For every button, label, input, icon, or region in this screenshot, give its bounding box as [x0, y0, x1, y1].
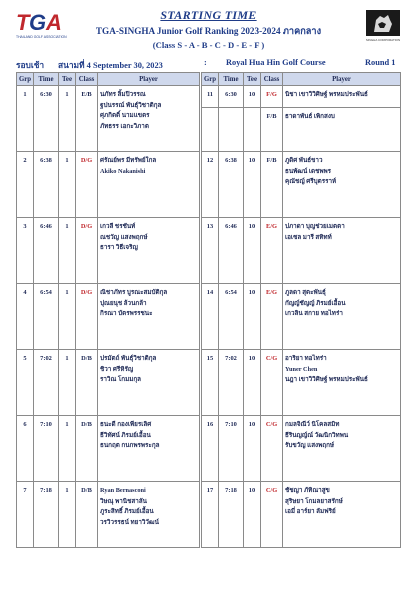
player-name: ชัชญา ภัทิณาสูข — [285, 487, 330, 494]
col-header-tee: Tee — [244, 73, 261, 86]
player-class: F/B — [261, 108, 283, 152]
class-list: (Class S - A - B - C - D - E - F ) — [152, 40, 265, 50]
player-class: D/G — [76, 284, 98, 350]
tee-number: 1 — [59, 152, 76, 218]
tee-number: 10 — [244, 350, 261, 416]
tee-time: 6:38 — [34, 152, 59, 218]
player-name: รับขวัญ แสงพฤกษ์ — [285, 442, 335, 449]
table-row — [202, 86, 401, 108]
tee-time: 7:18 — [219, 482, 244, 548]
group-number: 7 — [17, 482, 34, 548]
table-row — [17, 86, 200, 152]
tee-number: 1 — [59, 86, 76, 152]
tee-time: 7:02 — [34, 350, 59, 416]
col-header-class: Class — [261, 73, 283, 86]
tee-time: 6:46 — [219, 218, 244, 284]
tee-number: 1 — [59, 218, 76, 284]
player-name: นฎา เขาวิวิศิษฐ์ พรหมประพันธ์ — [285, 376, 368, 383]
player-name: เกวลี ชรชันท์ — [100, 223, 136, 230]
svg-text:SINGHA CORPORATION: SINGHA CORPORATION — [365, 38, 401, 42]
player-name: Ryan Bernasconi — [100, 487, 146, 494]
tee-time: 6:30 — [219, 86, 244, 108]
svg-text:A: A — [46, 10, 62, 35]
player-list — [98, 350, 200, 416]
player-class: D/B — [76, 350, 98, 416]
tee-time: 6:54 — [219, 284, 244, 350]
player-name: สุริษยา โกมลยาสรักษ์ — [285, 497, 343, 505]
table-row — [17, 350, 200, 416]
player-name: ราวิณ โกมมกุล — [100, 376, 142, 383]
svg-text:T: T — [16, 10, 30, 35]
player-name: Akiko Nakanishi — [100, 167, 146, 175]
group-number: 16 — [202, 416, 219, 482]
table-row — [202, 108, 401, 152]
player-name: ธนะดี กองเพียรเลิศ — [100, 421, 152, 428]
table-row — [17, 152, 200, 218]
group-number: 11 — [202, 86, 219, 108]
col-header-grp: Grp — [202, 73, 219, 86]
tee-number — [244, 108, 261, 152]
player-name: ภูลดา สุตะพันธุ์ — [285, 289, 326, 296]
table-row — [17, 218, 200, 284]
player-class: F/B — [261, 152, 283, 218]
player-class: D/B — [76, 416, 98, 482]
player-name: ธีวิทัศน์ ภิรมย์เอื้อน — [100, 431, 151, 439]
player-name: ปภาดา บุญช่วยเมตตา — [285, 223, 345, 230]
player-name: ศรัณย์พร มีทรัพย์ใกล — [100, 157, 157, 164]
player-name: คุณัชญ์ ศรีบุตรราห์ — [285, 178, 337, 185]
group-number: 5 — [17, 350, 34, 416]
player-name: ชิวา ศรีหิรัญ — [100, 365, 134, 373]
player-name: ธารา วิธีเจริญ — [100, 244, 138, 251]
player-class: D/B — [76, 482, 98, 548]
player-list — [98, 482, 200, 548]
player-name: ธนพัฒน์ เดชพพร — [285, 167, 332, 175]
table-row — [17, 482, 200, 548]
player-name: ปุณยนุช ล้วนกล้า — [100, 299, 147, 307]
tee-time: 6:38 — [219, 152, 244, 218]
player-name: กิรณา บัตรพรรชนะ — [100, 310, 153, 317]
col-header-player: Player — [283, 73, 401, 86]
player-list — [283, 416, 401, 482]
table-row — [202, 152, 401, 218]
player-name: ณิชาภัทร บูรณะสมบัติกุล — [100, 289, 168, 296]
tee-number: 1 — [59, 482, 76, 548]
table-header-row — [202, 73, 401, 86]
tee-number: 10 — [244, 284, 261, 350]
tee-number: 10 — [244, 416, 261, 482]
player-name: เอเซล มารี สทิทท์ — [285, 233, 332, 241]
tee-number: 1 — [59, 350, 76, 416]
group-number: 15 — [202, 350, 219, 416]
player-list — [283, 350, 401, 416]
table-row — [202, 416, 401, 482]
player-list — [98, 218, 200, 284]
player-list — [98, 152, 200, 218]
tee-time: 7:02 — [219, 350, 244, 416]
player-class: D/G — [76, 152, 98, 218]
starting-table-tee-1 — [16, 72, 200, 548]
group-number: 4 — [17, 284, 34, 350]
tee-number: 1 — [59, 416, 76, 482]
tee-number: 10 — [244, 218, 261, 284]
round-label: Round 1 — [365, 58, 396, 67]
player-name: เอมี่ อาร์ยา ลัมฟริย์ — [285, 508, 336, 515]
tee-time: 6:46 — [34, 218, 59, 284]
tee-number: 10 — [244, 482, 261, 548]
table-row — [202, 284, 401, 350]
player-list — [283, 218, 401, 284]
group-number — [202, 108, 219, 152]
player-class: C/G — [261, 416, 283, 482]
player-name: เกวลิน สกาย ทอไทร่า — [285, 310, 343, 317]
player-name: ศุภกิตติ์ นามแขตร — [100, 112, 150, 119]
tournament-subtitle: TGA-SINGHA Junior Golf Ranking 2023-2024 ภาคกลาง — [95, 26, 322, 36]
tee-number: 10 — [244, 152, 261, 218]
col-header-time: Time — [34, 73, 59, 86]
player-list — [98, 416, 200, 482]
player-name: ปรมัตถ์ พันธุ์วิชาติกุล — [100, 355, 157, 362]
tee-time: 7:10 — [34, 416, 59, 482]
starting-table-tee-10 — [201, 72, 401, 548]
col-header-time: Time — [219, 73, 244, 86]
table-row — [17, 284, 200, 350]
player-name: นภัทร ลิ้มปิวรรณ — [100, 91, 146, 98]
svg-text:THAILAND GOLF ASSOCIATION: THAILAND GOLF ASSOCIATION — [16, 35, 67, 39]
session-label: รอบเช้า — [16, 61, 45, 70]
player-class: C/G — [261, 350, 283, 416]
table-row — [202, 350, 401, 416]
group-number: 12 — [202, 152, 219, 218]
tee-time: 7:18 — [34, 482, 59, 548]
player-name: ภูระสิทธิ์ ภิรมย์เอื้อน — [100, 508, 154, 515]
tee-time: 7:10 — [219, 416, 244, 482]
player-class: E/B — [76, 86, 98, 152]
table-row — [202, 218, 401, 284]
player-name: ธีรินญญ์ณ์ วัฒนิกวิทพน — [285, 431, 349, 439]
info-separator: : — [204, 58, 207, 67]
player-list — [283, 86, 401, 108]
svg-text:G: G — [29, 10, 47, 35]
page-title: STARTING TIME — [160, 8, 257, 22]
player-name: อาริยา ทอไทร่า — [285, 355, 327, 362]
player-name: ธนกฤต กนกพรพระกุล — [100, 442, 160, 449]
table-row — [17, 416, 200, 482]
table-header-row — [17, 73, 200, 86]
group-number: 2 — [17, 152, 34, 218]
player-name: กมลจิณีว์ นิโคลสมิท — [285, 421, 340, 428]
player-class: E/G — [261, 284, 283, 350]
group-number: 17 — [202, 482, 219, 548]
player-name: วิษณุ พานิชสาลัน — [100, 497, 147, 505]
col-header-grp: Grp — [17, 73, 34, 86]
player-list — [283, 108, 401, 152]
player-name: ณชวัญ แสงพฤกษ์ — [100, 233, 148, 241]
player-name: ฐปนรรณ์ พันธุ์วิชาติกุล — [100, 101, 162, 109]
table-row — [202, 482, 401, 548]
course-name: Royal Hua Hin Golf Course — [226, 58, 326, 67]
col-header-player: Player — [98, 73, 200, 86]
player-name: กัญญ์ชัญญ์ ภิรมย์เอื้อน — [285, 299, 346, 307]
player-class: D/G — [76, 218, 98, 284]
player-list — [283, 152, 401, 218]
group-number: 3 — [17, 218, 34, 284]
tee-number: 10 — [244, 86, 261, 108]
col-header-tee: Tee — [59, 73, 76, 86]
group-number: 14 — [202, 284, 219, 350]
group-number: 13 — [202, 218, 219, 284]
tee-time: 6:30 — [34, 86, 59, 152]
player-name: Yuner Chen — [285, 365, 318, 373]
player-name: ภูดิศ พันธ์ขาว — [285, 157, 323, 164]
player-class: E/G — [261, 218, 283, 284]
player-class: C/G — [261, 482, 283, 548]
player-name: ภัทธรร เอกะวิภาต — [100, 122, 149, 130]
tee-time — [219, 108, 244, 152]
player-class: F/G — [261, 86, 283, 108]
player-list — [98, 284, 200, 350]
group-number: 6 — [17, 416, 34, 482]
col-header-class: Class — [76, 73, 98, 86]
tee-time: 6:54 — [34, 284, 59, 350]
player-list — [98, 86, 200, 152]
event-date: สนามที่ 4 September 30, 2023 — [58, 61, 163, 70]
player-name: วรวิวรรธน์ ทยาวิวัฒน์ — [100, 518, 159, 526]
player-name: นิชา เขาวิวิศิษฐ์ พรหมประพันธ์ — [285, 91, 368, 98]
tee-number: 1 — [59, 284, 76, 350]
player-list — [283, 284, 401, 350]
player-name: ธาดาพันธ์ เพิกสงบ — [285, 113, 335, 120]
player-list — [283, 482, 401, 548]
group-number: 1 — [17, 86, 34, 152]
